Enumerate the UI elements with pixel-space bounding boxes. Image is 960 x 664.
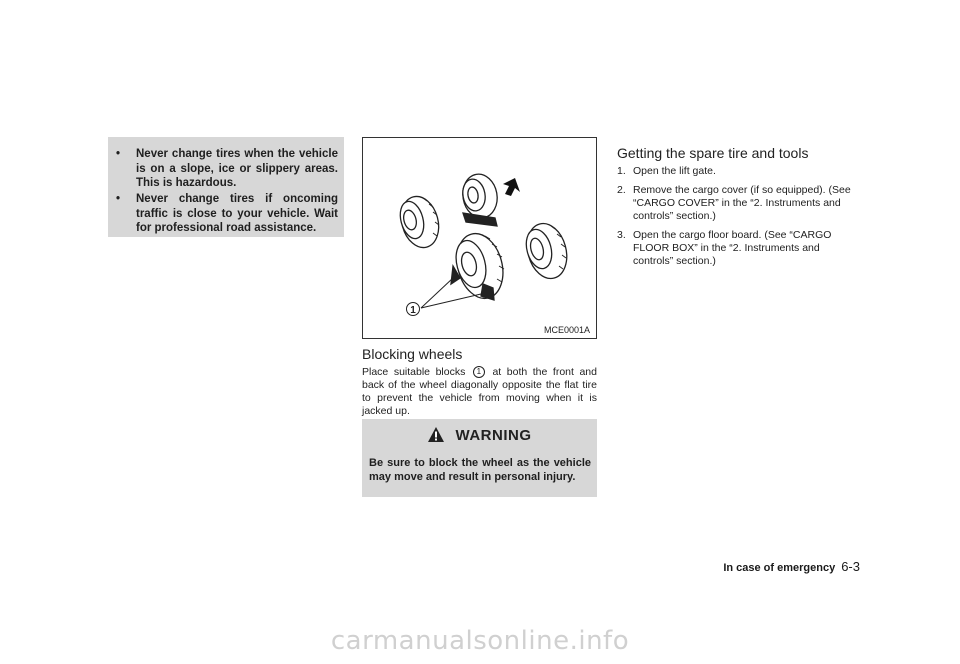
- wheels-drawing: [363, 138, 596, 338]
- step-item: [617, 184, 855, 223]
- page-footer: [680, 559, 860, 574]
- step-number: 2.: [617, 184, 626, 196]
- warning-title: WARNING: [455, 427, 532, 444]
- warning-box-block-wheel: [362, 419, 597, 497]
- callout-reference: 1: [473, 366, 485, 378]
- step-number: 1.: [617, 165, 626, 177]
- warning-box-tire-change: [108, 137, 344, 237]
- bullet-text: Never change tires when the vehicle is on a slope, ice or slippery areas. This is hazardous.: [136, 148, 338, 189]
- warning-heading: [362, 427, 597, 444]
- footer-section: In case of emergency: [723, 562, 836, 574]
- step-text: Open the cargo floor board. (See “CARGO FLOOR BOX” in the “2. Instruments and controls” section.): [633, 229, 832, 267]
- tire-front: [450, 228, 510, 303]
- section-title-spare-tire: Getting the spare tire and tools: [617, 145, 809, 161]
- warning-bullet: [116, 192, 338, 236]
- bullet-text: Never change tires if oncoming traffic is close to your vehicle. Wait for professional road assistance.: [136, 193, 338, 234]
- tire-top: [459, 171, 500, 226]
- section-title-blocking-wheels: Blocking wheels: [362, 346, 463, 362]
- step-item: [617, 229, 855, 268]
- callout-1: [407, 303, 420, 317]
- paragraph-before: Place suitable blocks: [362, 366, 466, 378]
- step-number: 3.: [617, 229, 626, 241]
- tire-left: [396, 192, 444, 252]
- page-number: 6-3: [841, 559, 860, 574]
- bullet-marker: •: [116, 148, 121, 160]
- warning-text: Be sure to block the wheel as the vehicle may move and result in personal injury.: [369, 457, 591, 483]
- wheel-blocks-illustration: [362, 137, 597, 339]
- arrow-icon: [503, 178, 520, 196]
- step-text: Remove the cargo cover (if so equipped). (See “CARGO COVER” in the “2. Instruments and controls” section.): [633, 184, 851, 222]
- bullet-marker: •: [116, 193, 121, 205]
- figure-code: MCE0001A: [543, 325, 590, 335]
- watermark: carmanualsonline.info: [330, 626, 630, 656]
- callout-number: 1: [410, 305, 416, 316]
- paragraph-after: at both the front and back of the wheel diagonally opposite the flat tire to prevent the vehicle from moving when it is jacked up.: [362, 366, 597, 417]
- tire-right: [521, 219, 572, 283]
- blocking-wheels-paragraph: [362, 366, 597, 418]
- warning-icon: [428, 427, 444, 442]
- step-text: Open the lift gate.: [633, 165, 716, 177]
- warning-bullet: [116, 147, 338, 191]
- step-item: [617, 165, 855, 178]
